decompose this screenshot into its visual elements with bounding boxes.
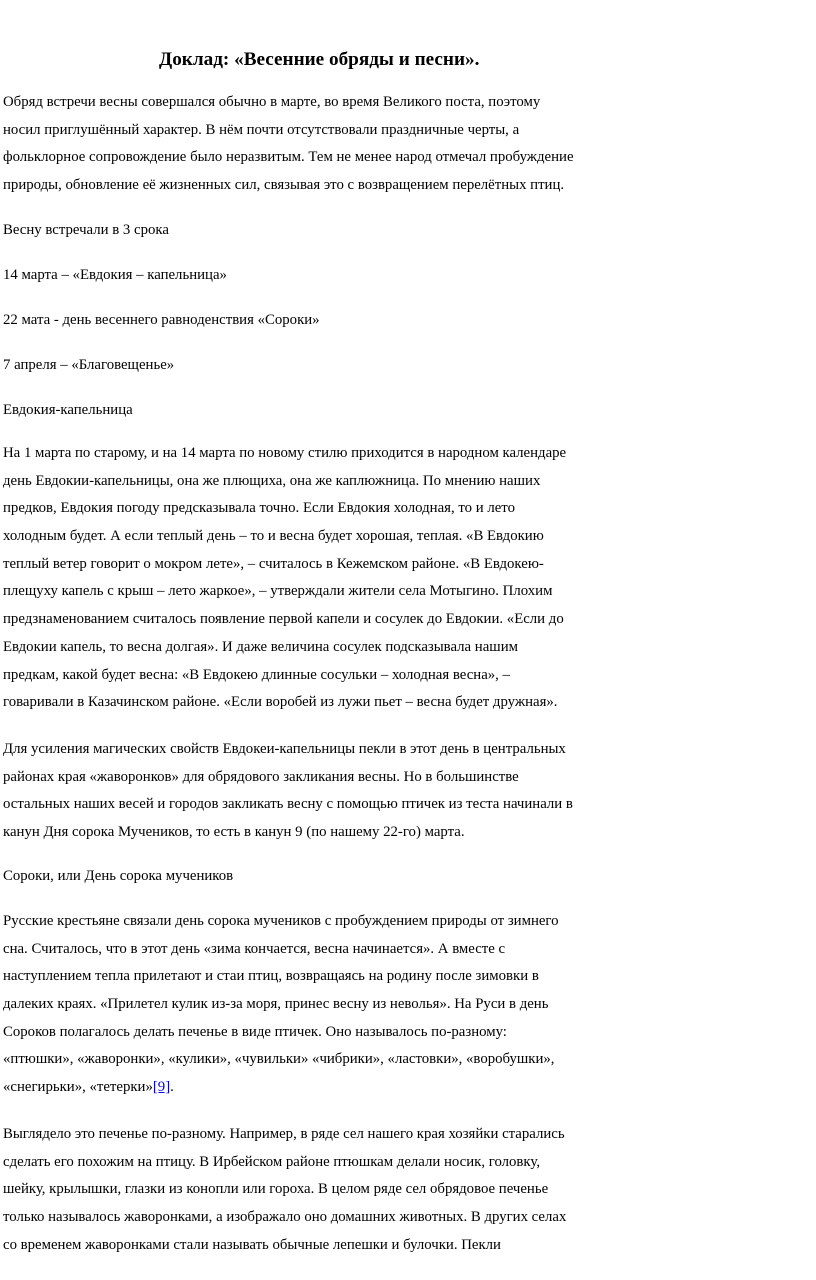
paragraph-cookies (3, 1121, 813, 1259)
paragraph-intro (3, 89, 813, 200)
text-line: Обряд встречи весны совершался обычно в марте, во время Великого поста, поэтому (3, 94, 541, 110)
footnote-link[interactable]: [9] (152, 1079, 171, 1096)
text-line: остальных наших весей и городов закликать весну с помощью птичек из теста начинали в (3, 796, 573, 813)
text-line: теплый ветер говорит о мокром лете», – считалось в Кежемском районе. «В Евдокею- (3, 555, 544, 572)
text-line: предков, Евдокия погоду предсказывала точно. Если Евдокия холодная, то и лето (3, 500, 515, 517)
text-line: предкам, какой будет весна: «В Евдокею длинные сосульки – холодная весна», – (3, 666, 510, 683)
text-line: Весну встречали в 3 срока (3, 222, 169, 238)
text-line: сделать его похожим на птицу. В Ирбейском районе птюшкам делали носик, головку, (3, 1153, 541, 1170)
text-line: со временем жаворонками стали называть обычные лепешки и булочки. Пекли (3, 1236, 501, 1253)
text-line: фольклорное сопровождение было неразвитым. Тем не менее народ отмечал пробуждение (3, 149, 574, 166)
paragraph-term-2 (3, 307, 813, 335)
text-line: Выглядело это печенье по-разному. Например, в ряде сел нашего края хозяйки старались (3, 1126, 565, 1142)
paragraph-evdokia (3, 440, 813, 717)
text-line: предзнаменованием считалось появление первой капели и сосулек до Евдокии. «Если до (3, 611, 564, 628)
text-line (3, 1074, 813, 1102)
text-line-end: . (170, 1079, 174, 1096)
text-line: Евдокия-капельница (3, 402, 133, 418)
text-line: 7 апреля – «Благовещенье» (3, 357, 175, 373)
paragraph-term-3 (3, 352, 813, 380)
text-line: На 1 марта по старому, и на 14 марта по новому стилю приходится в народном календаре (3, 445, 567, 461)
text-line: далеких краях. «Прилетел кулик из-за моря, принес весну из неволья». На Руси в день (3, 996, 549, 1013)
section-heading-evdokia (3, 397, 813, 425)
text-line: Русские крестьяне связали день сорока мучеников с пробуждением природы от зимнего (3, 913, 559, 929)
text-line: Для усиления магических свойств Евдокеи-капельницы пекли в этот день в центральных (3, 741, 566, 757)
text-line: говаривали в Казачинском районе. «Если воробей из лужи пьет – весна будет дружная». (3, 694, 558, 711)
text-line: наступлением тепла прилетают и стаи птиц, возвращаясь на родину после зимовки в (3, 968, 539, 985)
text-line: плещуху капель с крыш – лето жаркое», – утверждали жители села Мотыгино. Плохим (3, 583, 553, 600)
text-line-start: «снегирьки», «тетерки» (3, 1079, 153, 1096)
text-line: 14 марта – «Евдокия – капельница» (3, 267, 227, 283)
text-line: холодным будет. А если теплый день – то и весна будет хорошая, теплая. «В Евдокию (3, 528, 544, 545)
text-line: день Евдокии-капельницы, она же плющиха, она же каплюжница. По мнению наших (3, 472, 541, 489)
text-line: только называлось жаворонками, а изображало оно домашних животных. В других селах (3, 1209, 567, 1226)
page-title: Доклад: «Весенние обряды и песни». (159, 49, 480, 70)
text-line: сна. Считалось, что в этот день «зима кончается, весна начинается». А вместе с (3, 940, 506, 957)
section-heading-soroki (3, 863, 813, 891)
text-line: Сороки, или День сорока мучеников (3, 868, 234, 884)
text-line: носил приглушённый характер. В нём почти отсутствовали праздничные черты, а (3, 121, 520, 138)
text-line: канун Дня сорока Мучеников, то есть в канун 9 (по нашему 22-го) марта. (3, 824, 465, 841)
text-line: Евдокии капель, то весна долгая». И даже величина сосулек подсказывала нашим (3, 638, 518, 655)
text-line: Сороков полагалось делать печенье в виде птичек. Оно называлось по-разному: (3, 1023, 507, 1040)
text-line: районах края «жаворонков» для обрядового закликания весны. Но в большинстве (3, 768, 519, 785)
paragraph-term-1 (3, 262, 813, 290)
paragraph-spring-terms (3, 217, 813, 245)
text-line: природы, обновление её жизненных сил, связывая это с возвращением перелётных птиц. (3, 177, 565, 194)
text-line: «птюшки», «жаворонки», «кулики», «чувильки» «чибрики», «ластовки», «воробушки», (3, 1051, 555, 1068)
text-line: шейку, крылышки, глазки из конопли или гороха. В целом ряде сел обрядовое печенье (3, 1181, 549, 1198)
paragraph-larks (3, 736, 813, 847)
paragraph-soroki (3, 908, 813, 1102)
text-line: 22 мата - день весеннего равноденствия «Сороки» (3, 312, 320, 328)
